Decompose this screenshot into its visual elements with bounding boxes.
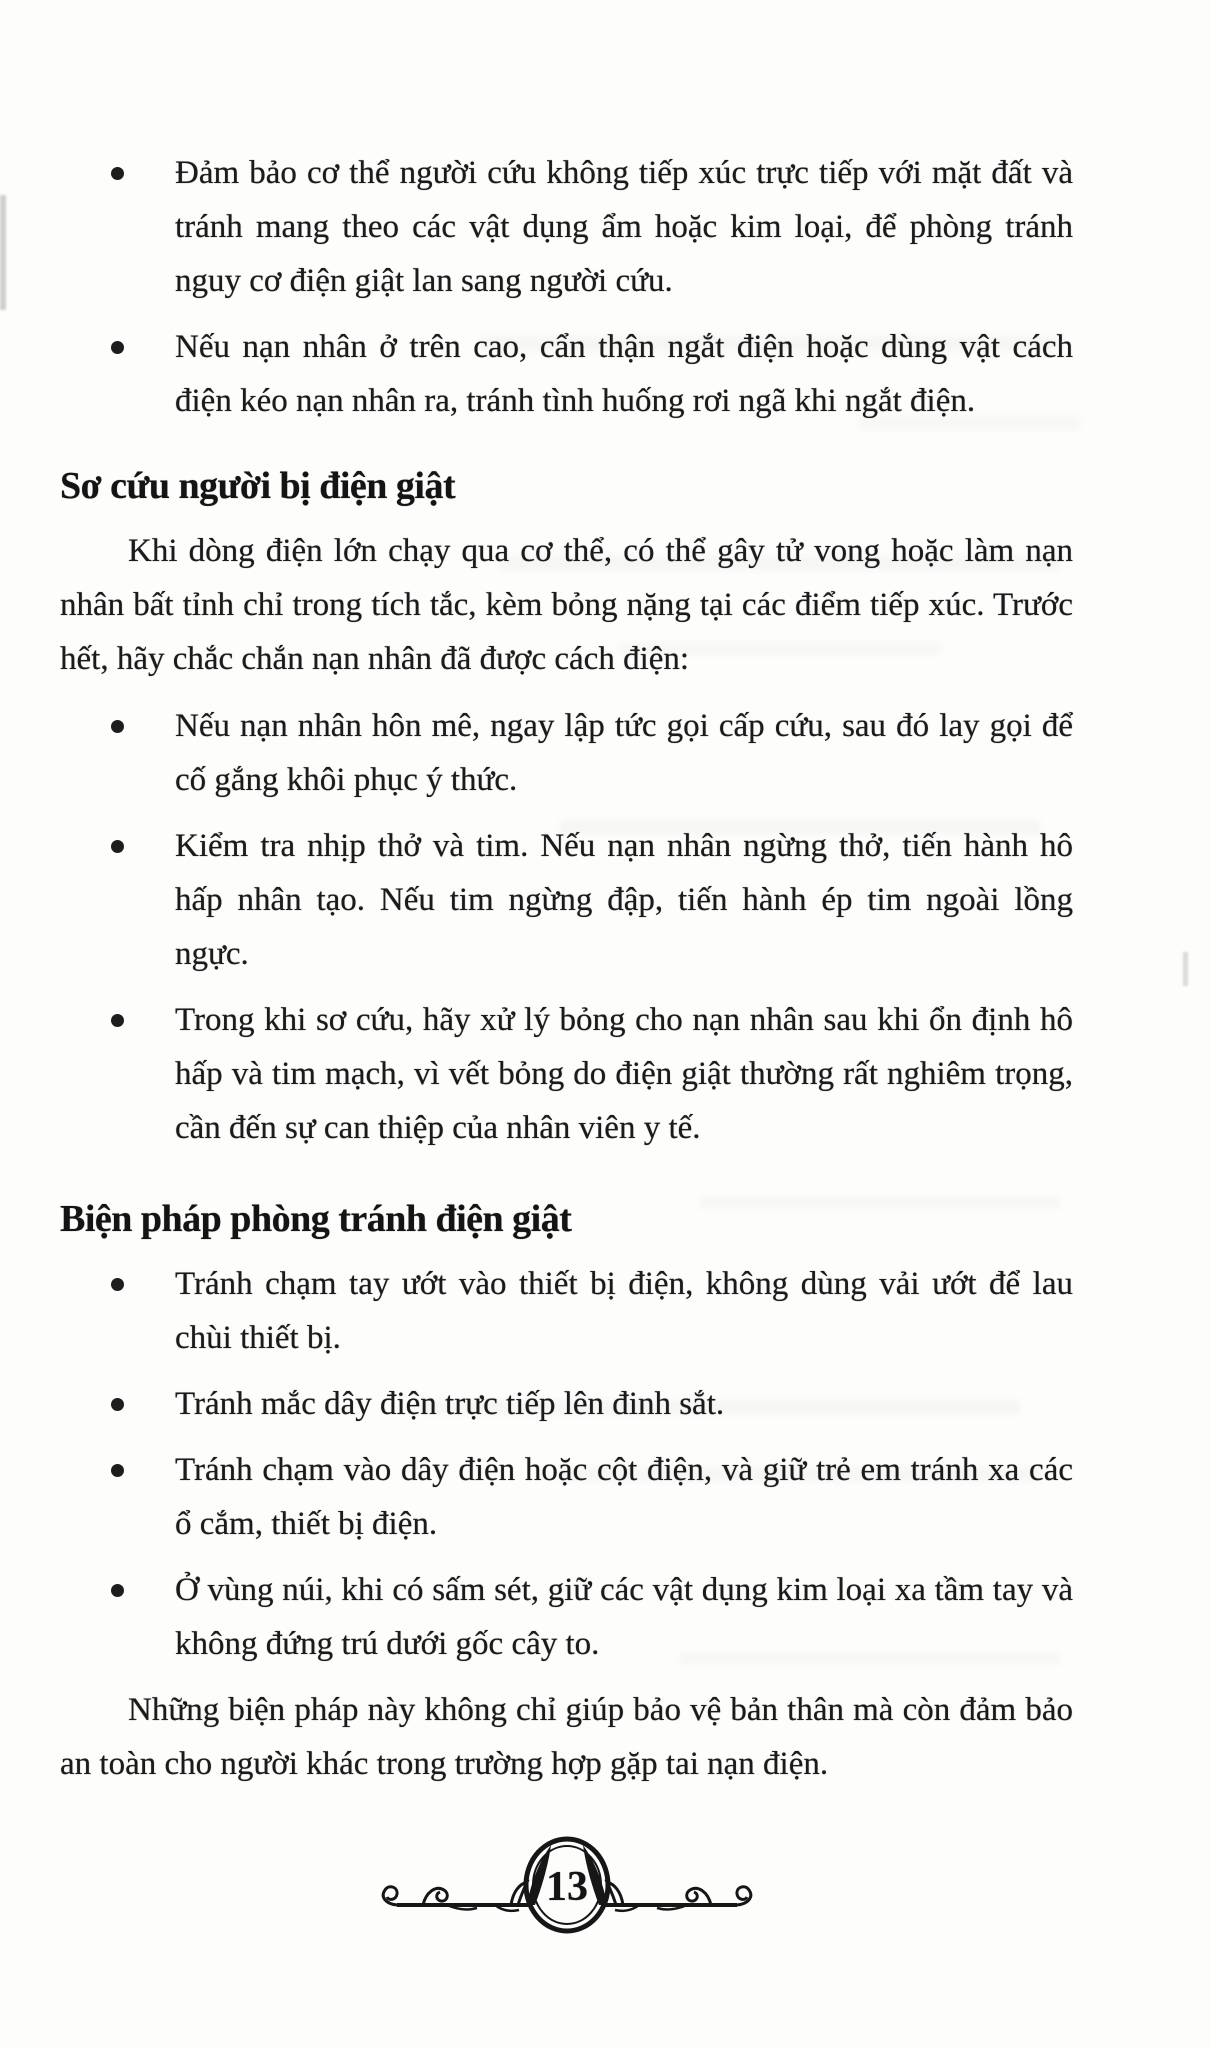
bullet-dot-icon [111, 341, 124, 354]
list-item-text: Nếu nạn nhân hôn mê, ngay lập tức gọi cấp cứu, sau đó lay gọi để cố gắng khôi phục ý thức. [175, 708, 1073, 798]
closing-paragraph: Những biện pháp này không chỉ giúp bảo vệ bản thân mà còn đảm bảo an toàn cho người khác trong trường hợp gặp tai nạn điện. [60, 1692, 1073, 1782]
list-item [60, 699, 1073, 807]
list-item-text: Tránh mắc dây điện trực tiếp lên đinh sắt. [175, 1386, 725, 1422]
bullet-dot-icon [111, 1014, 124, 1027]
list-item [60, 819, 1073, 981]
list-item-text: Ở vùng núi, khi có sấm sét, giữ các vật dụng kim loại xa tầm tay và không đứng trú dưới gốc cây to. [175, 1572, 1073, 1662]
list-item [60, 1443, 1073, 1551]
intro-bullet-list [60, 146, 1073, 428]
footer-flourish-ornament [377, 1831, 757, 1943]
list-item [60, 993, 1073, 1155]
section1-paragraph: Khi dòng điện lớn chạy qua cơ thể, có thể gây tử vong hoặc làm nạn nhân bất tỉnh chỉ trong tích tắc, kèm bỏng nặng tại các điểm tiếp xúc. Trước hết, hãy chắc chắn nạn nhân đã được cách điện: [60, 533, 1073, 677]
bullet-dot-icon [111, 1584, 124, 1597]
bullet-dot-icon [111, 1398, 124, 1411]
section1-bullet-list [60, 699, 1073, 1155]
page-number: 13 [545, 1864, 588, 1910]
list-item-text: Tránh chạm tay ướt vào thiết bị điện, không dùng vải ướt để lau chùi thiết bị. [175, 1266, 1073, 1356]
list-item [60, 1377, 1073, 1431]
bullet-dot-icon [111, 1278, 124, 1291]
list-item [60, 146, 1073, 308]
list-item-text: Trong khi sơ cứu, hãy xử lý bỏng cho nạn nhân sau khi ổn định hô hấp và tim mạch, vì vết bỏng do điện giật thường rất nghiêm trọng, cần đến sự can thiệp của nhân viên y tế. [175, 1002, 1073, 1146]
bullet-dot-icon [111, 1464, 124, 1477]
list-item-text: Đảm bảo cơ thể người cứu không tiếp xúc trực tiếp với mặt đất và tránh mang theo các vật dụng ẩm hoặc kim loại, để phòng tránh nguy cơ điện giật lan sang người cứu. [175, 155, 1073, 299]
list-item-text: Kiểm tra nhịp thở và tim. Nếu nạn nhân ngừng thở, tiến hành hô hấp nhân tạo. Nếu tim ngừng đập, tiến hành ép tim ngoài lồng ngực. [175, 828, 1073, 972]
section-heading-first-aid: Sơ cứu người bị điện giật [60, 465, 456, 507]
list-item [60, 320, 1073, 428]
bullet-dot-icon [111, 167, 124, 180]
page-footer [60, 1831, 1073, 1960]
list-item [60, 1257, 1073, 1365]
list-item [60, 1563, 1073, 1671]
section-heading-prevention: Biện pháp phòng tránh điện giật [60, 1198, 572, 1240]
list-item-text: Tránh chạm vào dây điện hoặc cột điện, và giữ trẻ em tránh xa các ổ cắm, thiết bị điện. [175, 1452, 1073, 1542]
section2-bullet-list [60, 1257, 1073, 1671]
bullet-dot-icon [111, 720, 124, 733]
list-item-text: Nếu nạn nhân ở trên cao, cẩn thận ngắt điện hoặc dùng vật cách điện kéo nạn nhân ra, tránh tình huống rơi ngã khi ngắt điện. [175, 329, 1073, 419]
bullet-dot-icon [111, 840, 124, 853]
